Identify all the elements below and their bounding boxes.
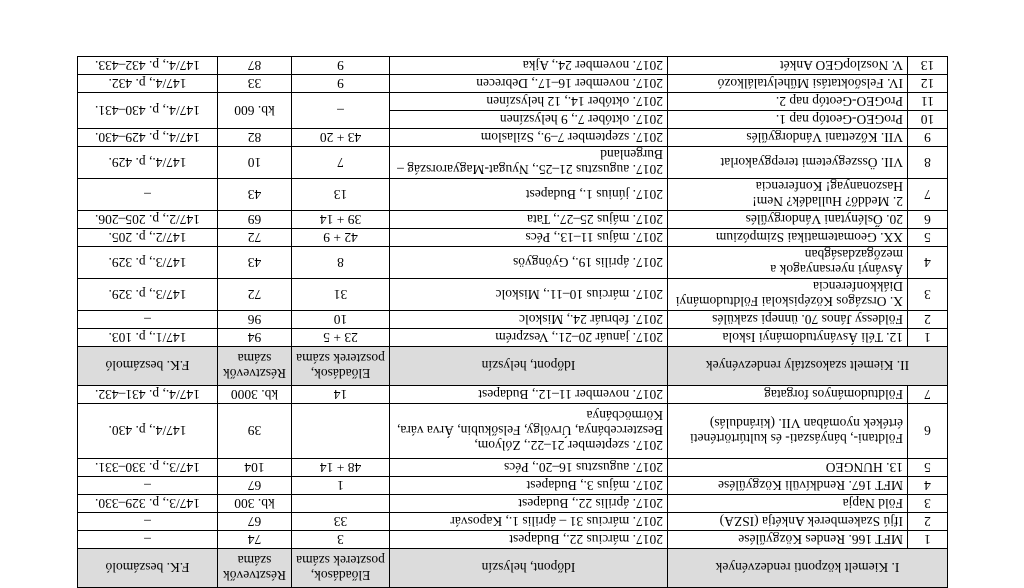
event-name: Földtani-, bányászati- és kultúrtörténeti értékek nyomában VII. (kirándulás) xyxy=(668,404,908,459)
participants-count: 43 xyxy=(218,247,292,279)
row-number: 9 xyxy=(908,129,948,147)
talks-count xyxy=(292,495,390,513)
report-reference: – xyxy=(78,531,218,549)
report-reference: 147/4., p. 431–432. xyxy=(78,386,218,404)
row-number: 2 xyxy=(908,513,948,531)
table-row xyxy=(78,404,948,459)
report-reference: 147/4., p. 432. xyxy=(78,75,218,93)
report-reference: 147/4., p. 429. xyxy=(78,147,218,179)
table-row xyxy=(78,111,948,129)
talks-count: 39 + 14 xyxy=(292,211,390,229)
table-row xyxy=(78,147,948,179)
table-row xyxy=(78,459,948,477)
event-date: 2017. augusztus 21–25., Nyugat-Magyarország – Burgenland xyxy=(390,147,668,179)
participants-count: kb. 300 xyxy=(218,495,292,513)
event-date: 2017. február 24., Miskolc xyxy=(390,311,668,329)
participants-count: 74 xyxy=(218,531,292,549)
table-row xyxy=(78,229,948,247)
event-name: ProGEO-Geotóp nap 1. xyxy=(668,111,908,129)
event-name: 20. Őslénytani Vándorgyűlés xyxy=(668,211,908,229)
row-number: 4 xyxy=(908,247,948,279)
section2-header-row xyxy=(78,347,948,386)
event-date: 2017. november 16–17., Debrecen xyxy=(390,75,668,93)
table-row xyxy=(78,513,948,531)
column-header-date: Időpont, helyszín xyxy=(390,347,668,386)
talks-count: 23 + 5 xyxy=(292,329,390,347)
report-reference: 147/3., p. 329–330. xyxy=(78,495,218,513)
table-row xyxy=(78,279,948,311)
table-row xyxy=(78,495,948,513)
column-header-date: Időpont, helyszín xyxy=(390,549,668,588)
row-number: 4 xyxy=(908,477,948,495)
column-header-talks: Előadások, poszterek száma xyxy=(292,347,390,386)
talks-count: 13 xyxy=(292,179,390,211)
talks-count: 48 + 14 xyxy=(292,459,390,477)
event-date: 2017. március 31 – április 1., Kaposvár xyxy=(390,513,668,531)
row-number: 2 xyxy=(908,311,948,329)
talks-count: 9 xyxy=(292,75,390,93)
event-date: 2017. április 22., Budapest xyxy=(390,495,668,513)
talks-count: 31 xyxy=(292,279,390,311)
participants-count: 82 xyxy=(218,129,292,147)
event-date: 2017. március 10–11., Miskolc xyxy=(390,279,668,311)
participants-count: kb. 600 xyxy=(218,93,292,129)
table-row xyxy=(78,386,948,404)
section2-title: II. Kiemelt szakosztály rendezvények xyxy=(668,347,948,386)
event-name: MFT 167. Rendkívüli Közgyűlése xyxy=(668,477,908,495)
table-row xyxy=(78,311,948,329)
talks-count: 14 xyxy=(292,386,390,404)
column-header-report: F.K. beszámoló xyxy=(78,347,218,386)
row-number: 12 xyxy=(908,75,948,93)
row-number: 6 xyxy=(908,404,948,459)
event-date: 2017. november 24., Ajka xyxy=(390,57,668,75)
participants-count: 72 xyxy=(218,229,292,247)
event-name: XX. Geomatematikai Szimpózium xyxy=(668,229,908,247)
talks-count: 33 xyxy=(292,513,390,531)
event-name: X. Országos Középiskolai Földtudományi Diákkonferencia xyxy=(668,279,908,311)
event-date: 2017. augusztus 16–20., Pécs xyxy=(390,459,668,477)
row-number: 3 xyxy=(908,495,948,513)
participants-count: 87 xyxy=(218,57,292,75)
row-number: 11 xyxy=(908,93,948,111)
event-name: Földtudományos forgatag xyxy=(668,386,908,404)
report-reference: – xyxy=(78,311,218,329)
row-number: 8 xyxy=(908,147,948,179)
event-date: 2017. november 11–12., Budapest xyxy=(390,386,668,404)
section1-header-row xyxy=(78,549,948,588)
event-date: 2017. május 25–27., Tata xyxy=(390,211,668,229)
report-reference: – xyxy=(78,477,218,495)
table-row xyxy=(78,247,948,279)
row-number: 5 xyxy=(908,459,948,477)
row-number: 13 xyxy=(908,57,948,75)
participants-count: 69 xyxy=(218,211,292,229)
talks-count: 3 xyxy=(292,531,390,549)
participants-count: 67 xyxy=(218,477,292,495)
events-table xyxy=(77,56,948,588)
row-number: 7 xyxy=(908,179,948,211)
participants-count: 10 xyxy=(218,147,292,179)
event-date: 2017. május 3., Budapest xyxy=(390,477,668,495)
participants-count: 72 xyxy=(218,279,292,311)
report-reference: 147/3., p. 330–331. xyxy=(78,459,218,477)
table-row xyxy=(78,477,948,495)
talks-count xyxy=(292,404,390,459)
event-name: Ásványi nyersanyagok a mezőgazdaságban xyxy=(668,247,908,279)
report-reference: – xyxy=(78,179,218,211)
column-header-report: F.K. beszámoló xyxy=(78,549,218,588)
event-name: VII. Kőzettani Vándorgyűlés xyxy=(668,129,908,147)
event-name: ProGEO-Geotóp nap 2. xyxy=(668,93,908,111)
event-date: 2017. június 1., Budapest xyxy=(390,179,668,211)
column-header-participants: Résztvevők száma xyxy=(218,347,292,386)
row-number: 1 xyxy=(908,329,948,347)
report-reference: 147/2., p. 205. xyxy=(78,229,218,247)
report-reference: 147/3., p. 329. xyxy=(78,247,218,279)
table-row xyxy=(78,329,948,347)
report-reference: 147/3., p. 329. xyxy=(78,279,218,311)
talks-count: 43 + 20 xyxy=(292,129,390,147)
event-date: 2017. október 7., 9 helyszínen xyxy=(390,111,668,129)
event-name: VII. Összegyetemi terepgyakorlat xyxy=(668,147,908,179)
section1-title: I. Kiemelt központi rendezvények xyxy=(668,549,948,588)
event-name: 2. Meddő? Hulladék? Nem! Haszonanyag! Konferencia xyxy=(668,179,908,211)
event-date: 2017. szeptember 21–22., Zólyom, Besztercebánya, Úrvölgy, Felsőkubin, Árva vára, Körmöcbánya xyxy=(390,404,668,459)
row-number: 3 xyxy=(908,279,948,311)
table-row xyxy=(78,75,948,93)
event-date: 2017. szeptember 7–9., Szilaslom xyxy=(390,129,668,147)
event-name: Föld Napja xyxy=(668,495,908,513)
participants-count: 67 xyxy=(218,513,292,531)
participants-count: 104 xyxy=(218,459,292,477)
event-date: 2017. május 11–13., Pécs xyxy=(390,229,668,247)
event-name: IV. Felsőoktatási Műhelytalálkozó xyxy=(668,75,908,93)
event-date: 2017. március 22., Budapest xyxy=(390,531,668,549)
talks-count: – xyxy=(292,93,390,129)
participants-count: kb. 3000 xyxy=(218,386,292,404)
talks-count: 1 xyxy=(292,477,390,495)
event-name: V. NoszlopGEO Ankét xyxy=(668,57,908,75)
talks-count: 10 xyxy=(292,311,390,329)
participants-count: 43 xyxy=(218,179,292,211)
row-number: 7 xyxy=(908,386,948,404)
column-header-participants: Résztvevők száma xyxy=(218,549,292,588)
report-reference: – xyxy=(78,513,218,531)
row-number: 5 xyxy=(908,229,948,247)
report-reference: 147/4., p. 430. xyxy=(78,404,218,459)
event-date: 2017. január 20–21., Veszprém xyxy=(390,329,668,347)
row-number: 6 xyxy=(908,211,948,229)
participants-count: 39 xyxy=(218,404,292,459)
event-name: Ifjú Szakemberek Ankétja (ISZA) xyxy=(668,513,908,531)
talks-count: 9 xyxy=(292,57,390,75)
participants-count: 33 xyxy=(218,75,292,93)
table-row xyxy=(78,179,948,211)
report-reference: 147/2., p. 205–206. xyxy=(78,211,218,229)
report-reference: 147/1., p. 103. xyxy=(78,329,218,347)
row-number: 1 xyxy=(908,531,948,549)
row-number: 10 xyxy=(908,111,948,129)
table-row xyxy=(78,211,948,229)
event-date: 2017. április 19., Gyöngyös xyxy=(390,247,668,279)
table-row xyxy=(78,531,948,549)
participants-count: 94 xyxy=(218,329,292,347)
talks-count: 8 xyxy=(292,247,390,279)
table-row xyxy=(78,57,948,75)
event-date: 2017. október 14., 12 helyszínen xyxy=(390,93,668,111)
talks-count: 42 + 9 xyxy=(292,229,390,247)
report-reference: 147/4., p. 429–430. xyxy=(78,129,218,147)
column-header-talks: Előadások, poszterek száma xyxy=(292,549,390,588)
report-reference: 147/4., p. 430–431. xyxy=(78,93,218,129)
event-name: MFT 166. Rendes Közgyűlése xyxy=(668,531,908,549)
event-name: 13. HUNGEO xyxy=(668,459,908,477)
event-name: Földessy János 70. ünnepi szakülés xyxy=(668,311,908,329)
table-row xyxy=(78,129,948,147)
event-name: 12. Téli Ásványtudományi Iskola xyxy=(668,329,908,347)
report-reference: 147/4., p. 432–433. xyxy=(78,57,218,75)
talks-count: 7 xyxy=(292,147,390,179)
participants-count: 96 xyxy=(218,311,292,329)
